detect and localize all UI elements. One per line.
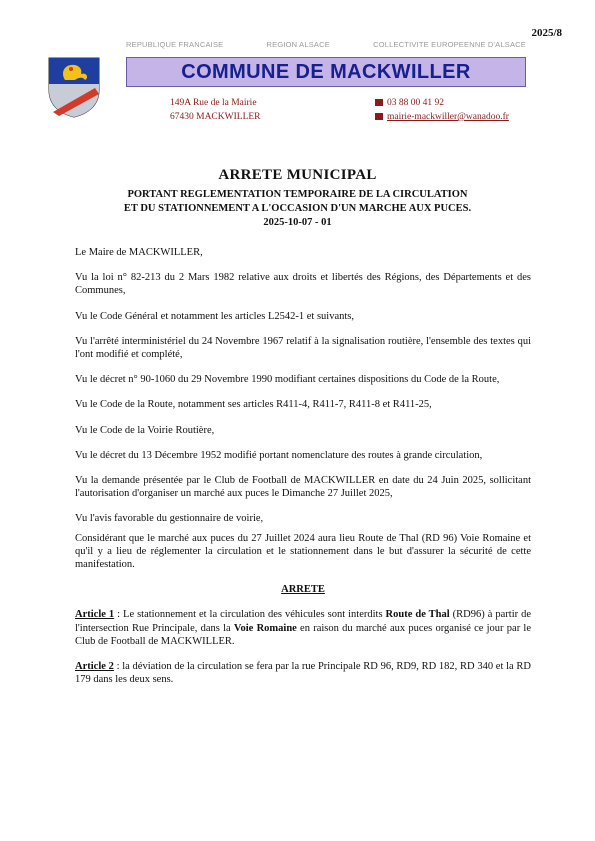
arrete-heading: ARRETE: [281, 584, 325, 596]
vu-paragraph-2: Vu le Code Général et notamment les articles L2542-1 et suivants,: [75, 310, 354, 322]
header-topline: [126, 40, 526, 49]
reference-number: 2025/8: [531, 27, 562, 39]
topline-collectivite: COLLECTIVITE EUROPEENNE D'ALSACE: [373, 40, 526, 49]
topline-region: REGION ALSACE: [266, 40, 330, 49]
article-1-voie: Voie Romaine: [233, 622, 297, 634]
address-street: 149A Rue de la Mairie: [170, 98, 257, 108]
vu-paragraph-4: Vu le décret n° 90-1060 du 29 Novembre 1990 modifiant certaines dispositions du Code de la Route,: [75, 374, 500, 386]
mairie-address: [170, 96, 261, 124]
article-1-text-c: (RD96) à partir de l'intersection Rue Principale, dans la: [75, 609, 532, 634]
article-1-label: Article 1: [75, 609, 115, 621]
coat-of-arms-icon: [47, 56, 101, 118]
vu-paragraph-6: Vu le Code de la Voirie Routière,: [75, 424, 215, 436]
subtitle-line-2: ET DU STATIONNEMENT A L'OCCASION D'UN MARCHE AUX PUCES.: [123, 203, 472, 214]
phone-icon: [375, 99, 383, 106]
vu-paragraph-9: Vu l'avis favorable du gestionnaire de voirie,: [75, 513, 264, 525]
email-link[interactable]: mairie-mackwiller@wanadoo.fr: [387, 112, 509, 122]
topline-republique: REPUBLIQUE FRANCAISE: [126, 40, 224, 49]
document-body: [75, 246, 531, 686]
mairie-contact: [375, 96, 509, 124]
considerant-paragraph: Considérant que le marché aux puces du 27 Juillet 2024 aura lieu Route de Thal (RD 96) Voie Romaine et qu'il y a lieu de réglementer la circulation et le stationnement dans le but d'assurer la sécurité de cette manifestation.: [75, 532, 531, 571]
vu-paragraph-7: Vu le décret du 13 Décembre 1952 modifié portant nomenclature des routes à grande circulation,: [75, 449, 483, 461]
subtitle-line-1: PORTANT REGLEMENTATION TEMPORAIRE DE LA CIRCULATION: [127, 189, 468, 200]
phone-number: 03 88 00 41 92: [387, 98, 444, 108]
commune-banner: [126, 57, 526, 87]
article-1-road: Route de Thal: [385, 609, 450, 621]
document-subtitle: [0, 188, 595, 230]
article-1-text-e: en raison du marché aux puces organisé ce jour par le Club de Football de MACKWILLER.: [75, 622, 531, 647]
article-1-text-a: : Le stationnement et la circulation des véhicules sont interdits: [114, 609, 386, 621]
commune-name: COMMUNE DE MACKWILLER: [181, 60, 471, 83]
vu-paragraph-3: Vu l'arrêté interministériel du 24 Novembre 1967 relatif à la signalisation routière, l'ensemble des textes qui l'ont modifié et complété,: [75, 335, 531, 361]
article-1: [75, 608, 531, 648]
arrete-number: 2025-10-07 - 01: [263, 217, 332, 228]
document-title: ARRETE MUNICIPAL: [218, 167, 377, 183]
article-2-label: Article 2: [75, 661, 114, 673]
vu-paragraph-1: Vu la loi n° 82-213 du 2 Mars 1982 relative aux droits et libertés des Régions, des Départements et des Communes,: [75, 272, 531, 297]
article-2: [75, 660, 531, 686]
address-city: 67430 MACKWILLER: [170, 112, 261, 122]
vu-paragraph-5: Vu le Code de la Route, notamment ses articles R411-4, R411-7, R411-8 et R411-25,: [75, 399, 432, 411]
article-2-text: : la déviation de la circulation se fera par la rue Principale RD 96, RD9, RD 182, RD 340 et la RD 179 dans les deux sens.: [75, 661, 531, 686]
email-icon: [375, 113, 383, 120]
intro-paragraph: Le Maire de MACKWILLER,: [75, 247, 203, 258]
vu-paragraph-8: Vu la demande présentée par le Club de Football de MACKWILLER en date du 24 Juin 2025, sollicitant l'autorisation d'organiser un marché aux puces le Dimanche 27 Juillet 2025,: [75, 475, 531, 500]
